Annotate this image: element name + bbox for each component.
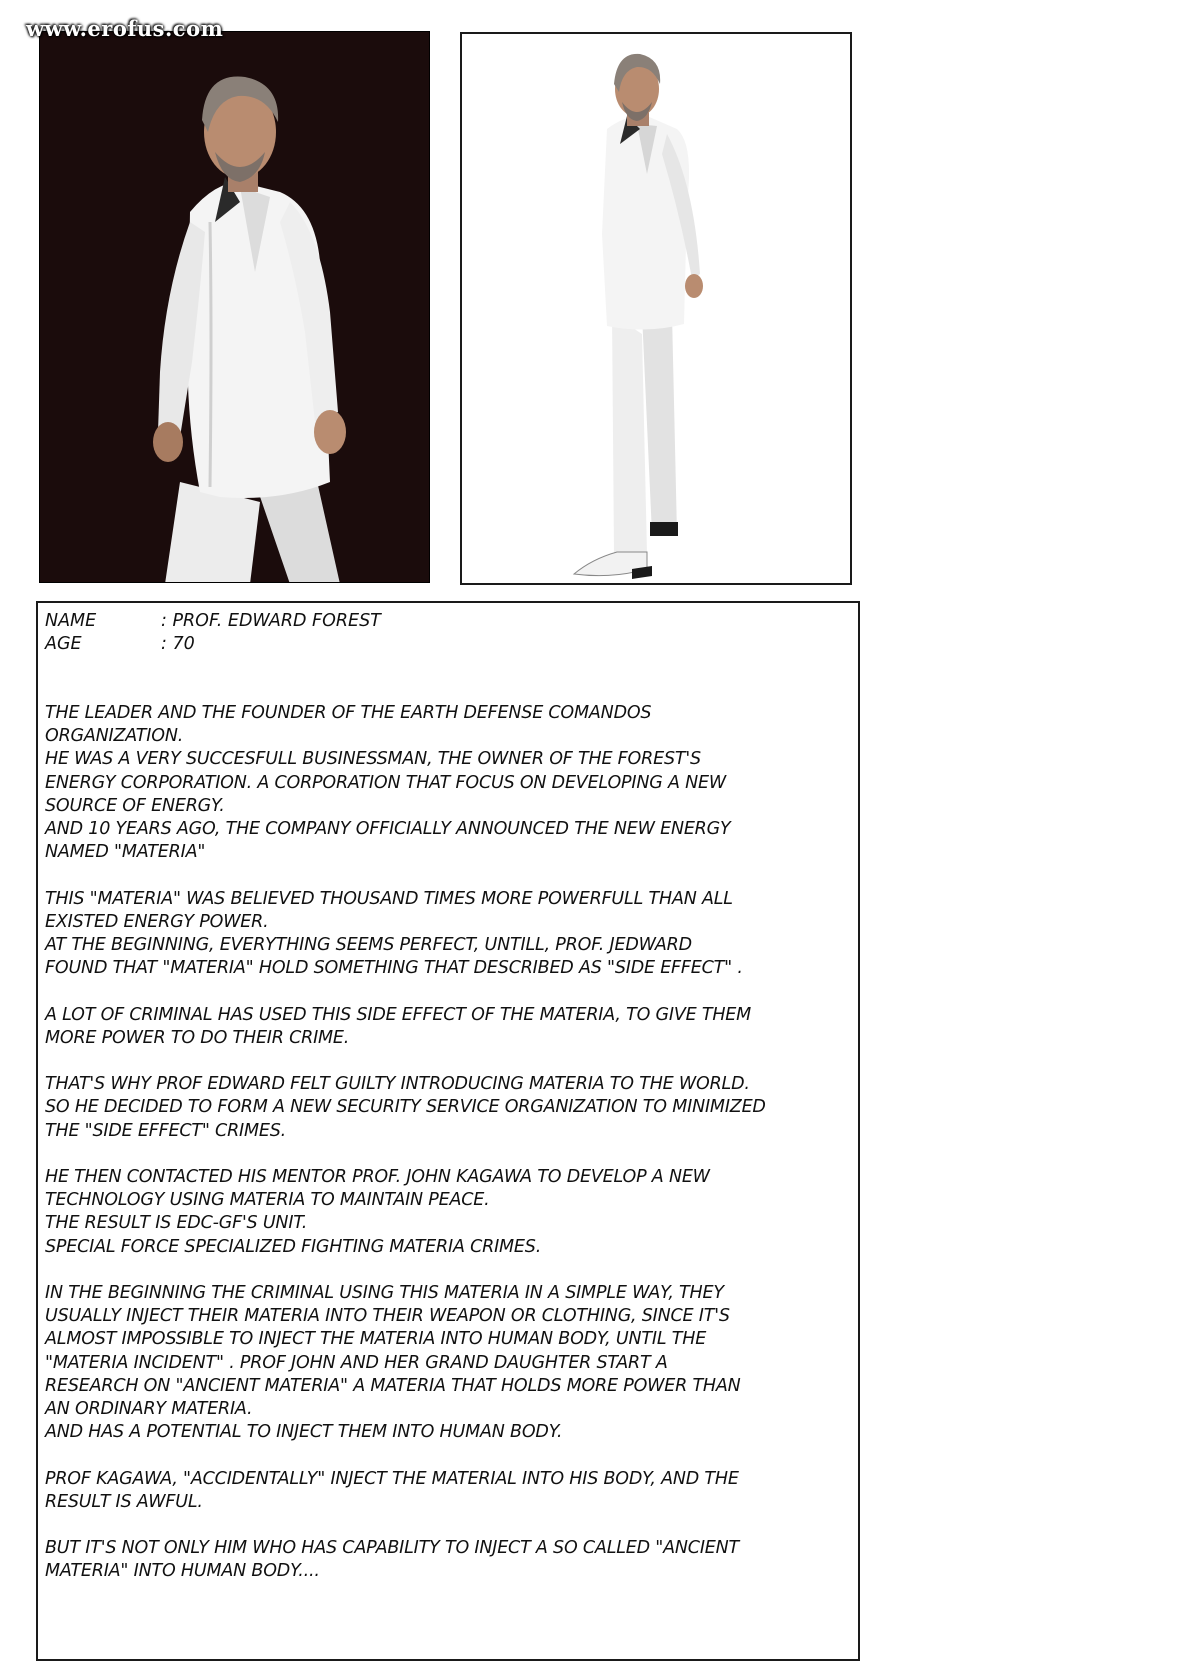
bio-line: HE WAS A VERY SUCCESFULL BUSINESSMAN, THE OWNER OF THE FOREST'S (45, 749, 701, 770)
bio-line: THE "SIDE EFFECT" CRIMES. (45, 1120, 287, 1141)
watermark: www.erofus.com (26, 16, 224, 41)
bio-line: PROF KAGAWA, "ACCIDENTALLY" INJECT THE MATERIAL INTO HIS BODY, AND THE (45, 1468, 739, 1489)
bio-line: NAMED "MATERIA" (45, 842, 206, 863)
bio-line: AND HAS A POTENTIAL TO INJECT THEM INTO HUMAN BODY. (45, 1422, 563, 1443)
bio-line: THE LEADER AND THE FOUNDER OF THE EARTH DEFENSE COMANDOS (45, 703, 652, 723)
fullbody-panel (460, 32, 852, 585)
bio-paragraph (45, 888, 850, 981)
age-value: : 70 (161, 634, 195, 654)
name-row (45, 611, 381, 631)
bio-line: SO HE DECIDED TO FORM A NEW SECURITY SERVICE ORGANIZATION TO MINIMIZED (45, 1097, 766, 1118)
bio-line: SOURCE OF ENERGY. (45, 795, 225, 816)
biography-text (45, 702, 850, 1607)
bio-paragraph (45, 1004, 850, 1050)
bio-line: MORE POWER TO DO THEIR CRIME. (45, 1027, 350, 1048)
character-portrait-illustration (40, 32, 430, 583)
bio-line: AN ORDINARY MATERIA. (45, 1399, 253, 1420)
bio-paragraph (45, 1282, 850, 1444)
bio-line: THE RESULT IS EDC-GF'S UNIT. (45, 1213, 308, 1234)
bio-paragraph (45, 1537, 850, 1583)
bio-line: HE THEN CONTACTED HIS MENTOR PROF. JOHN KAGAWA TO DEVELOP A NEW (45, 1167, 710, 1187)
bio-line: USUALLY INJECT THEIR MATERIA INTO THEIR WEAPON OR CLOTHING, SINCE IT'S (45, 1306, 730, 1327)
bio-line: IN THE BEGINNING THE CRIMINAL USING THIS MATERIA IN A SIMPLE WAY, THEY (45, 1283, 724, 1303)
bio-paragraph (45, 1073, 850, 1143)
bio-line: AT THE BEGINNING, EVERYTHING SEEMS PERFECT, UNTILL, PROF. JEDWARD (45, 935, 692, 956)
bio-line: ENERGY CORPORATION. A CORPORATION THAT FOCUS ON DEVELOPING A NEW (45, 772, 726, 793)
name-value: : PROF. EDWARD FOREST (161, 611, 381, 631)
bio-paragraph (45, 1468, 850, 1514)
bio-line: EXISTED ENERGY POWER. (45, 911, 269, 932)
bio-line: BUT IT'S NOT ONLY HIM WHO HAS CAPABILITY TO INJECT A SO CALLED "ANCIENT (45, 1538, 740, 1559)
bio-line: SPECIAL FORCE SPECIALIZED FIGHTING MATERIA CRIMES. (45, 1236, 542, 1257)
bio-line: ORGANIZATION. (45, 726, 184, 747)
bio-line: AND 10 YEARS AGO, THE COMPANY OFFICIALLY ANNOUNCED THE NEW ENERGY (45, 819, 731, 840)
name-label: NAME (45, 611, 97, 631)
bio-line: TECHNOLOGY USING MATERIA TO MAINTAIN PEACE. (45, 1190, 490, 1211)
portrait-panel (39, 31, 430, 583)
bio-line: A LOT OF CRIMINAL HAS USED THIS SIDE EFFECT OF THE MATERIA, TO GIVE THEM (45, 1004, 752, 1025)
bio-paragraph (45, 1166, 850, 1259)
bio-line: THIS "MATERIA" WAS BELIEVED THOUSAND TIMES MORE POWERFULL THAN ALL (45, 888, 733, 909)
bio-line: "MATERIA INCIDENT" . PROF JOHN AND HER GRAND DAUGHTER START A (45, 1352, 668, 1373)
bio-line: MATERIA" INTO HUMAN BODY.... (45, 1561, 320, 1582)
biography-box (36, 601, 860, 1661)
bio-line: ALMOST IMPOSSIBLE TO INJECT THE MATERIA INTO HUMAN BODY, UNTIL THE (45, 1329, 707, 1350)
bio-line: THAT'S WHY PROF EDWARD FELT GUILTY INTRODUCING MATERIA TO THE WORLD. (45, 1074, 750, 1095)
character-fullbody-illustration (462, 34, 850, 583)
age-row (45, 634, 195, 654)
bio-line: RESULT IS AWFUL. (45, 1491, 203, 1512)
bio-line: FOUND THAT "MATERIA" HOLD SOMETHING THAT DESCRIBED AS "SIDE EFFECT" . (45, 958, 743, 979)
bio-paragraph (45, 702, 850, 864)
age-label: AGE (45, 634, 82, 654)
bio-line: RESEARCH ON "ANCIENT MATERIA" A MATERIA THAT HOLDS MORE POWER THAN (45, 1375, 741, 1396)
